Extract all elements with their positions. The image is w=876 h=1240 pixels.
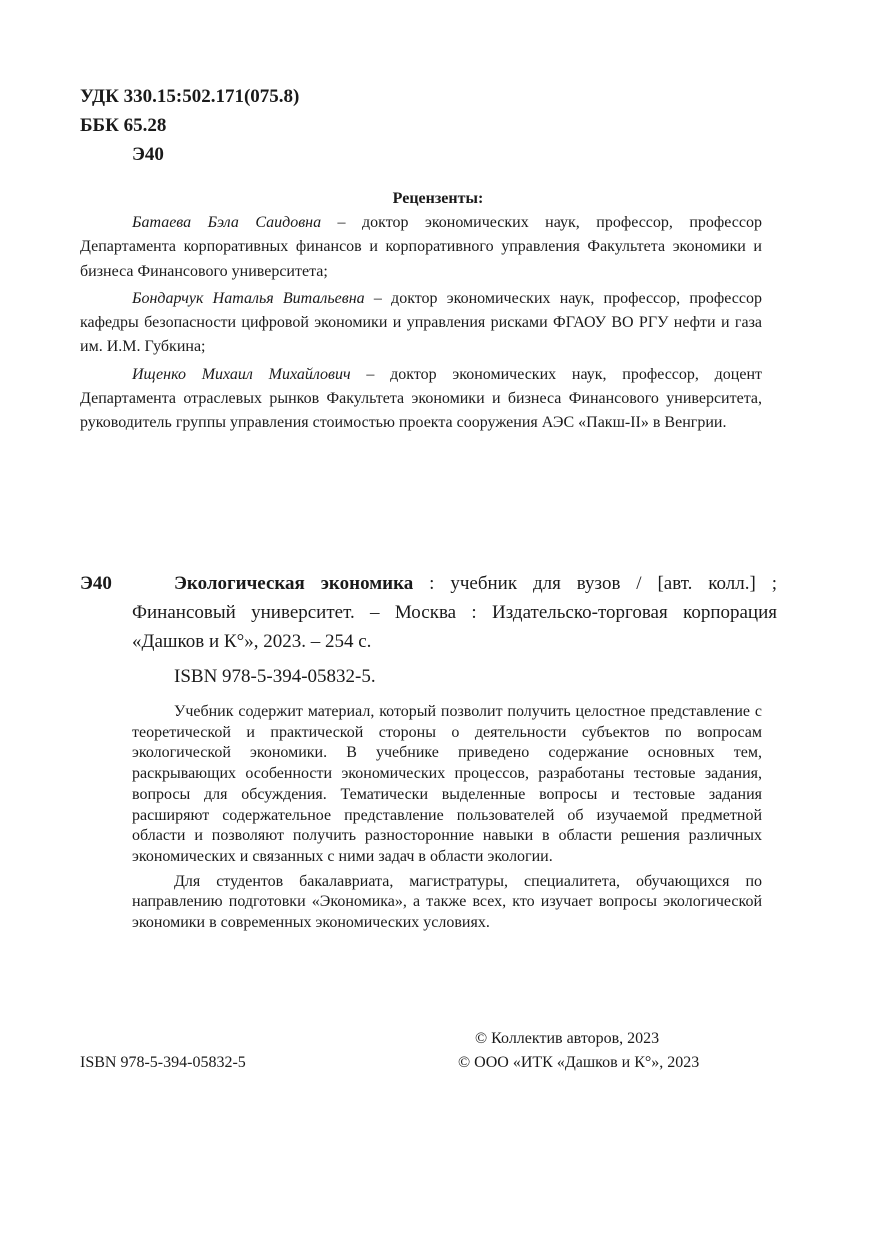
reviewer-description: – доктор экономических наук, профессор, профессор кафедры безопасности цифровой экономики и управления рисками ФГАОУ ВО РГУ нефти и газа им. И.М. Губкина; (80, 289, 762, 356)
copyright-block (458, 1027, 699, 1075)
reviewers-list (80, 211, 762, 439)
reviewer-entry (80, 363, 762, 436)
annotation (132, 702, 762, 938)
author-mark: Э40 (132, 144, 164, 165)
reviewer-name: Батаева Бэла Саидовна (132, 214, 322, 231)
book-title: Экологическая экономика (174, 573, 414, 594)
footer-isbn: ISBN 978-5-394-05832-5 (80, 1054, 246, 1071)
reviewer-name: Ищенко Михаил Михайлович (132, 365, 351, 383)
udk-code: УДК 330.15:502.171(075.8) (80, 86, 300, 107)
annotation-paragraph: Учебник содержит материал, который позволит получить целостное представление с теоретической и практической стороны о деятельности субъектов по вопросам экологической экономики. В учебнике приведено содержание основных тем, раскрывающих особенности экономических процессов, разработаны тестовые задания, вопросы для обсуждения. Тематически выделенные вопросы и тестовые задания расширяют содержательное представление пользователей об изучаемой предметной области и позволяют получить разносторонние навыки в области решения различных экономических и связанных с ними задач в области экологии. (132, 703, 762, 865)
bibliographic-description (132, 569, 777, 656)
bbk-code: ББК 65.28 (80, 115, 167, 136)
annotation-audience: Для студентов бакалавриата, магистратуры, специалитета, обучающихся по направлению подготовки «Экономика», а также всех, кто изучает вопросы экологической экономики в современных экономических условиях. (132, 872, 762, 932)
reviewer-entry (80, 211, 762, 284)
bibliographic-record (132, 569, 777, 691)
reviewer-description: – доктор экономических наук, профессор, профессор Департамента корпоративных финансов и корпоративного управления Факультета экономики и бизнеса Финансового университета; (80, 214, 762, 280)
reviewer-name: Бондарчук Наталья Витальевна (132, 289, 365, 307)
reviewer-description: – доктор экономических наук, профессор, доцент Департамента отраслевых рынков Факультета экономики и бизнеса Финансового университета, руководитель группы управления стоимостью проекта сооружения АЭС «Пакш-II» в Венгрии. (80, 365, 763, 432)
copyright-publisher: © ООО «ИТК «Дашков и К°», 2023 (458, 1054, 700, 1071)
bibliography-isbn: ISBN 978-5-394-05832-5. (174, 666, 376, 687)
copyright-authors: © Коллектив авторов, 2023 (475, 1030, 660, 1047)
bibliography-mark: Э40 (80, 573, 112, 594)
classification-codes (80, 82, 299, 169)
bibliographic-details: : учебник для вузов / [авт. колл.] ; Финансовый университет. – Москва : Издательско-торговая корпорация «Дашков и К°», 2023. – 254 с. (132, 573, 777, 652)
reviewers-heading: Рецензенты: (392, 190, 484, 207)
reviewer-entry (80, 287, 762, 360)
